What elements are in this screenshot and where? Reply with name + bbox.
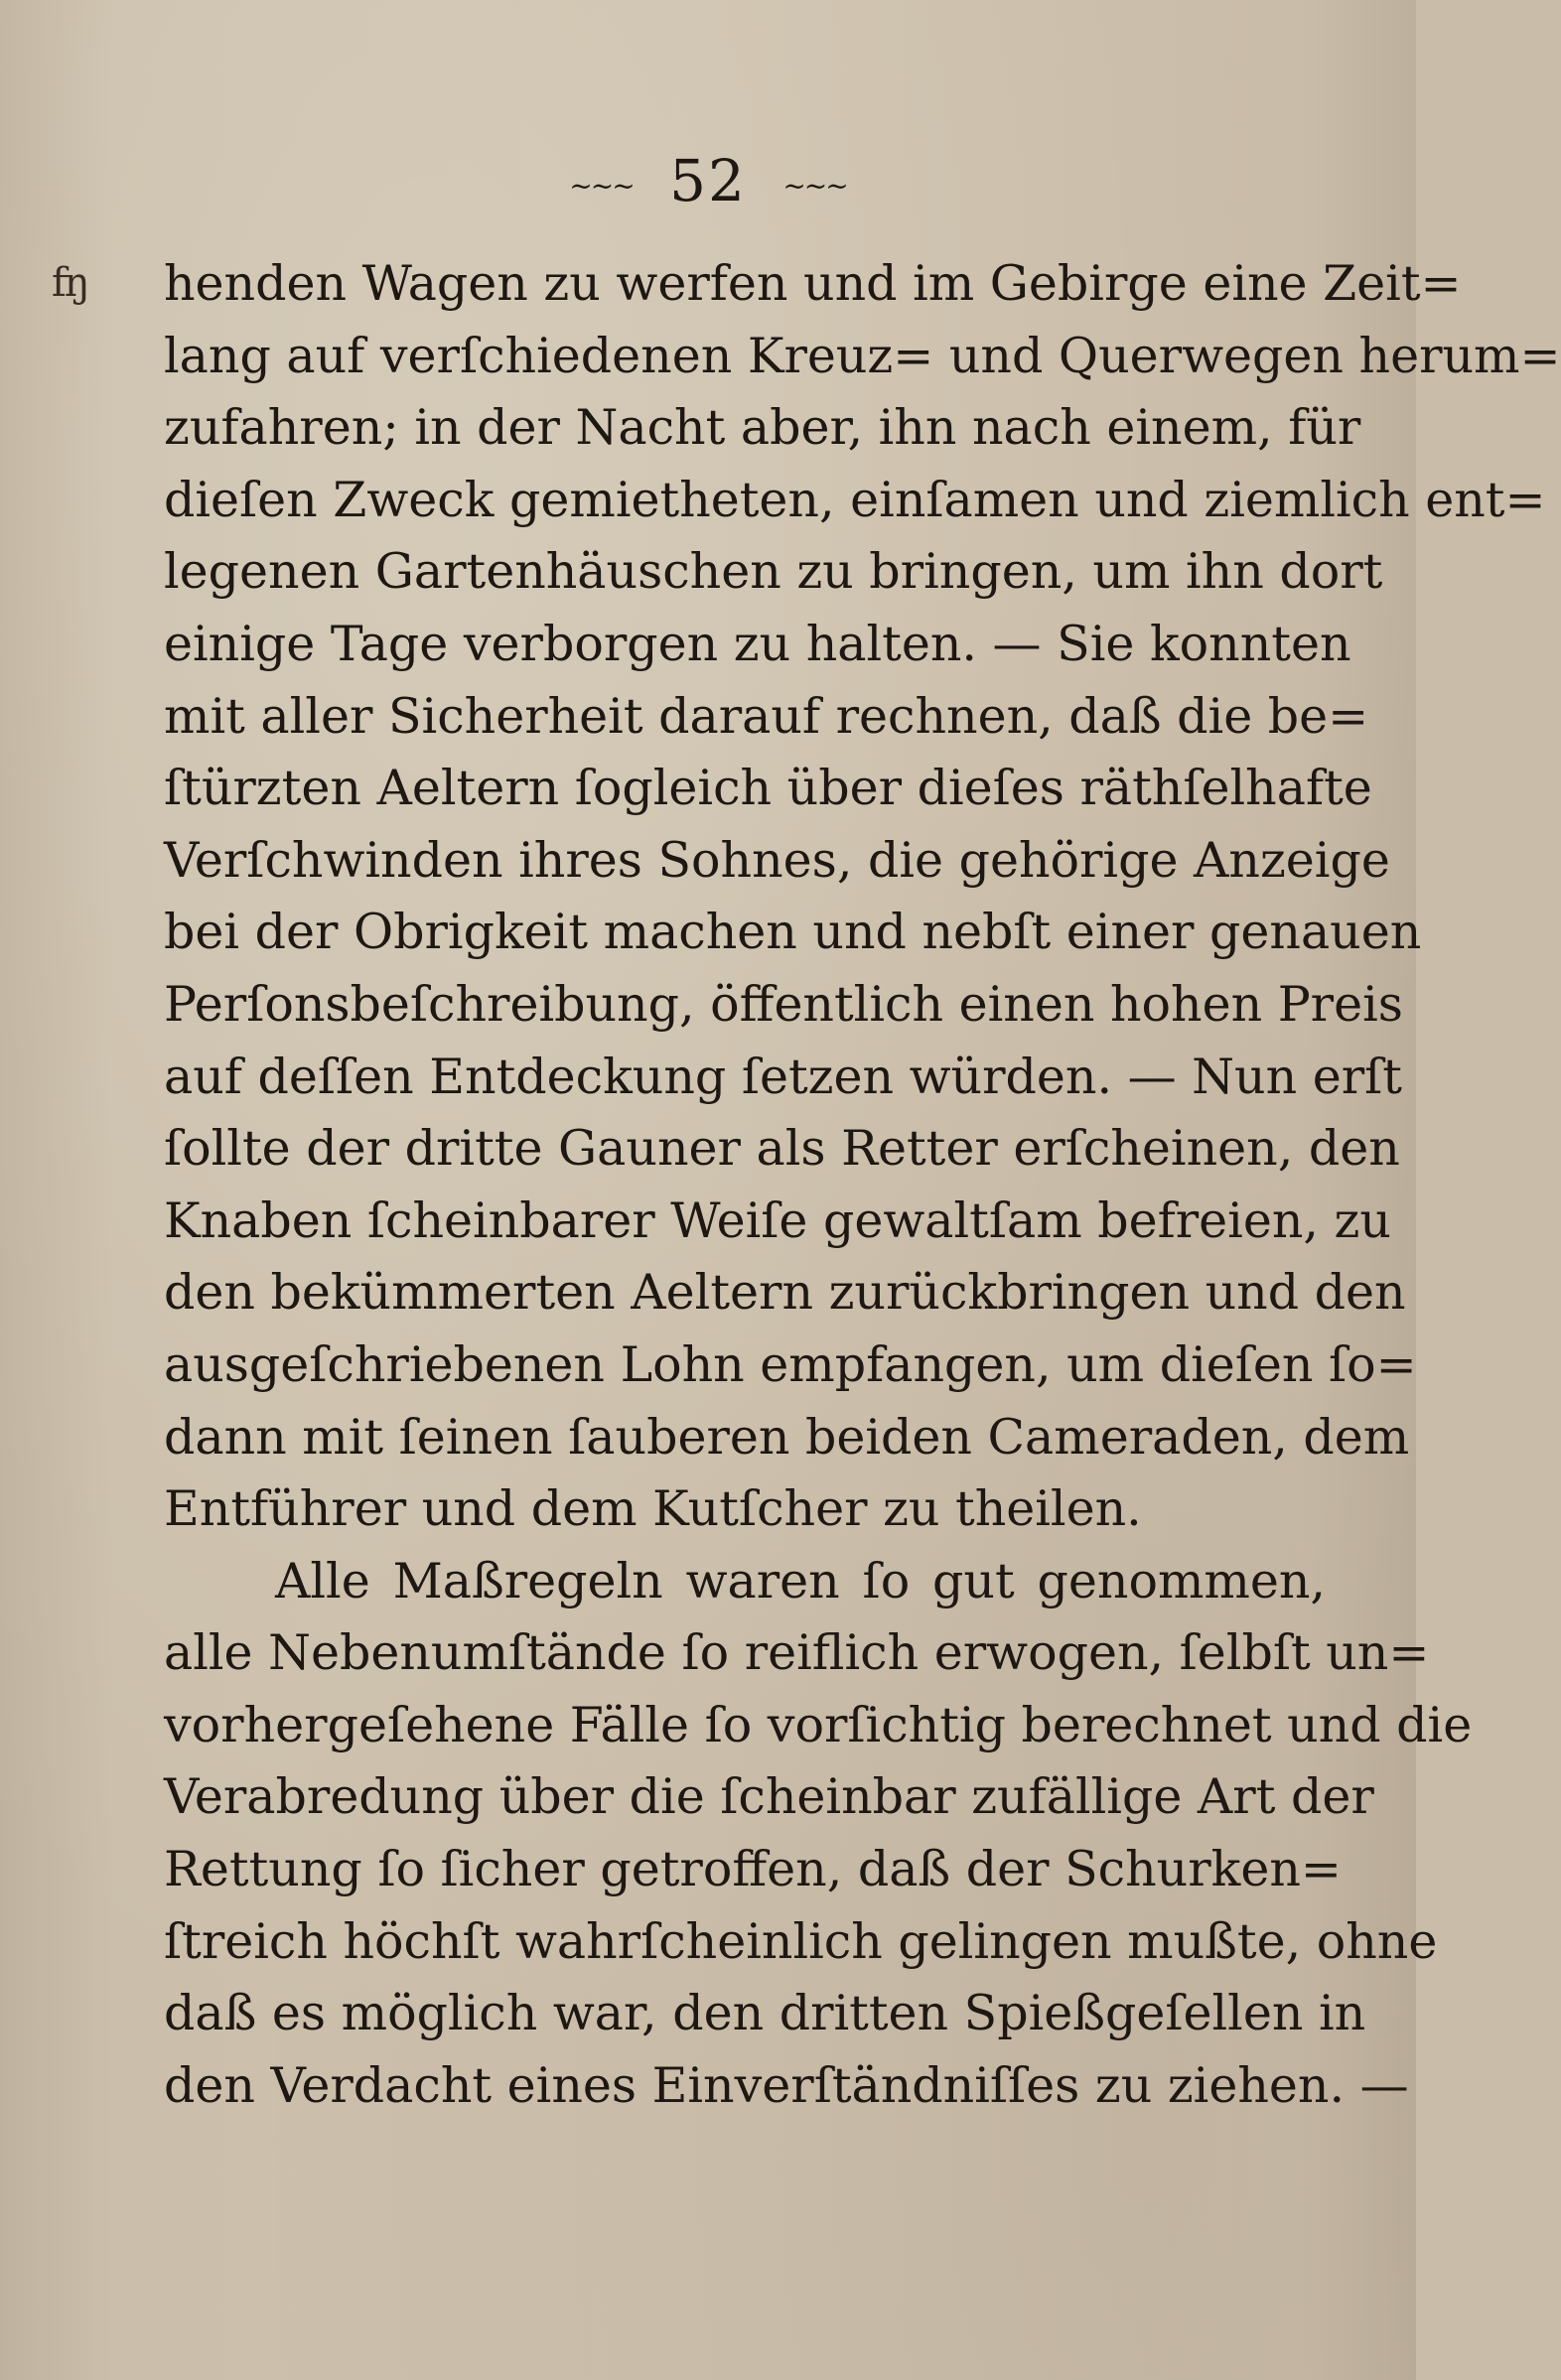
text-line: auf deſſen Entdeckung ſetzen würden. — Nun erſt (164, 1048, 1402, 1105)
text-line: bei der Obrigkeit machen und nebſt einer genauen (164, 904, 1422, 961)
text-line: ſtürzten Aeltern ſogleich über dieſes räthſelhafte (164, 760, 1372, 817)
text-line: legenen Gartenhäuschen zu bringen, um ihn dort (164, 543, 1383, 601)
text-line: henden Wagen zu werfen und im Gebirge eine Zeit= (164, 255, 1462, 312)
text-line: den Verdacht eines Einverſtändniſſes zu ziehen. — (164, 2056, 1409, 2114)
text-line: zufahren; in der Nacht aber, ihn nach einem, für (164, 399, 1361, 457)
text-line: mit aller Sicherheit darauf rechnen, daß die be= (164, 687, 1369, 745)
text-line: lang auf verſchiedenen Kreuz= und Querwegen herum= (164, 327, 1561, 384)
text-line: Verabredung über die ſcheinbar zufällige Art der (164, 1768, 1374, 1826)
text-line: vorhergeſehene Fälle ſo vorſichtig berechnet und die (164, 1696, 1473, 1753)
text-line: daß es möglich war, den dritten Spießgeſellen in (164, 1985, 1366, 2042)
header-ornament-left: ~~~ (569, 169, 634, 203)
text-line: ſollte der dritte Gauner als Retter erſcheinen, den (164, 1120, 1400, 1178)
paragraph-start-line: Alle Maßregeln waren ſo gut genommen, (275, 1552, 1326, 1610)
page-header (0, 147, 1416, 214)
header-ornament-right: ~~~ (782, 169, 847, 203)
text-line: einige Tage verborgen zu halten. — Sie konnten (164, 615, 1351, 672)
text-line: ſtreich höchſt wahrſcheinlich gelingen mußte, ohne (164, 1912, 1438, 1970)
text-line: alle Nebenumſtände ſo reiflich erwogen, ſelbſt un= (164, 1624, 1430, 1682)
paragraph-end-line: Entführer und dem Kutſcher zu theilen. (164, 1480, 1142, 1538)
text-line: dieſen Zweck gemietheten, einſamen und ziemlich ent= (164, 471, 1546, 528)
text-line: dann mit ſeinen ſauberen beiden Cameraden, dem (164, 1408, 1410, 1466)
text-line: Knaben ſcheinbarer Weiſe gewaltſam befreien, zu (164, 1191, 1391, 1249)
page-number: 52 (669, 147, 747, 214)
text-line: Verſchwinden ihres Sohnes, die gehörige Anzeige (164, 831, 1390, 889)
body-text (164, 248, 1561, 2122)
text-line: Perſonsbeſchreibung, öffentlich einen hohen Preis (164, 975, 1403, 1033)
margin-ink-mark: ʩ (52, 260, 87, 306)
text-line: den bekümmerten Aeltern zurückbringen und den (164, 1264, 1406, 1322)
text-line: Rettung ſo ſicher getroffen, daß der Schurken= (164, 1841, 1342, 1898)
text-line: ausgeſchriebenen Lohn empfangen, um dieſen ſo= (164, 1335, 1417, 1393)
